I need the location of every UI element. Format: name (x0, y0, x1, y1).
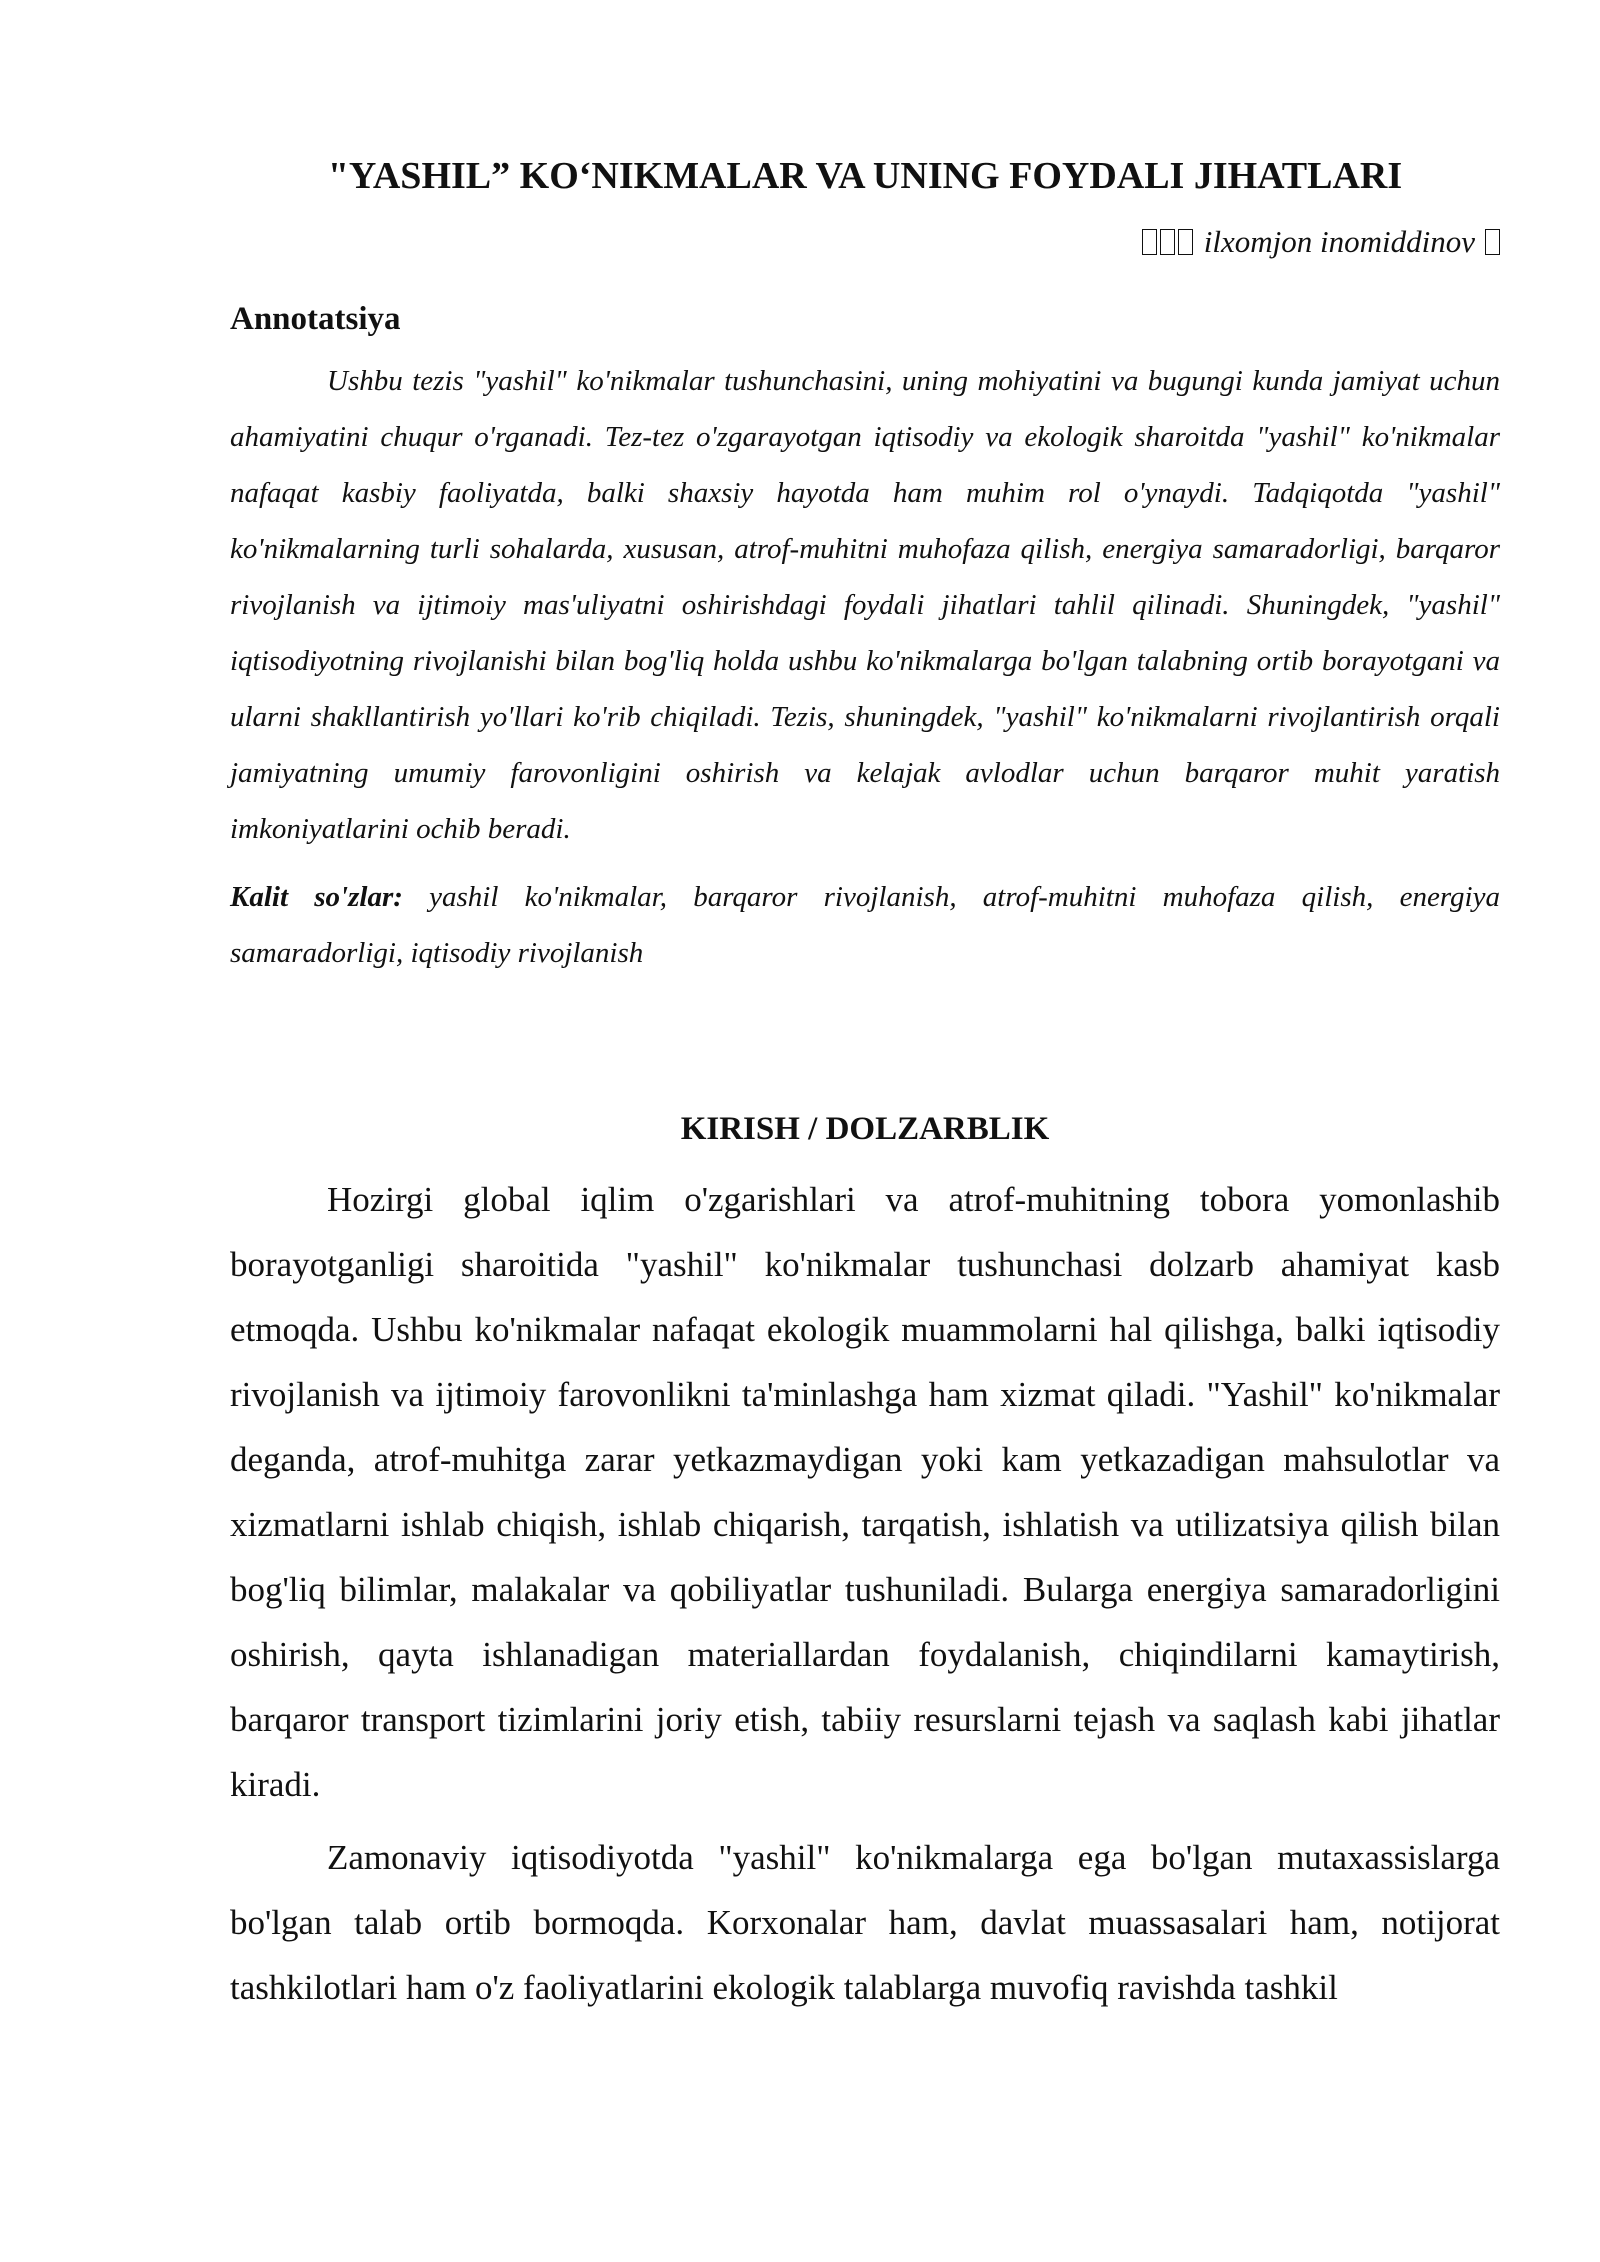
keywords (230, 869, 1500, 981)
author-line (230, 222, 1500, 262)
missing-glyph-icons (1142, 224, 1196, 259)
intro-heading: KIRISH / DOLZARBLIK (680, 1111, 1050, 1147)
body-paragraph: Hozirgi global iqlim o'zgarishlari va atrof-muhitning tobora yomonlashib borayotganligi sharoitida "yashil" ko'nikmalar tushunchasi dolzarb ahamiyat kasb etmoqda. Ushbu ko'nikmalar nafaqat ekologik muammolarni hal qilishga, balki iqtisodiy rivojlanish va ijtimoiy farovonlikni ta'minlashga ham xizmat qiladi. "Yashil" ko'nikmalar deganda, atrof-muhitga zarar yetkazmaydigan yoki kam yetkazadigan mahsulotlar va xizmatlarni ishlab chiqish, ishlab chiqarish, tarqatish, ishlatish va utilizatsiya qilish bilan bog'liq bilimlar, malakalar va qobiliyatlar tushuniladi. Bularga energiya samaradorligini oshirish, qayta ishlanadigan materiallardan foydalanish, chiqindilarni kamaytirish, barqaror transport tizimlarini joriy etish, tabiiy resurslarni tejash va saqlash kabi jihatlar kiradi. (230, 1180, 1500, 1804)
abstract-heading: Annotatsiya (230, 301, 401, 337)
missing-glyph-icon (1142, 229, 1157, 255)
missing-glyph-icon (1160, 229, 1175, 255)
keywords-label: Kalit so'zlar: (230, 881, 403, 913)
missing-glyph-icon (1485, 229, 1500, 255)
abstract-text: Ushbu tezis "yashil" ko'nikmalar tushunchasini, uning mohiyatini va bugungi kunda jamiyat uchun ahamiyatini chuqur o'rganadi. Tez-tez o'zgarayotgan iqtisodiy va ekologik sharoitda "yashil" ko'nikmalar nafaqat kasbiy faoliyatda, balki shaxsiy hayotda ham muhim rol o'ynaydi. Tadqiqotda "yashil" ko'nikmalarning turli sohalarda, xususan, atrof-muhitni muhofaza qilish, energiya samaradorligi, barqaror rivojlanish va ijtimoiy mas'uliyatni oshirishdagi foydali jihatlari tahlil qilinadi. Shuningdek, "yashil" iqtisodiyotning rivojlanishi bilan bog'liq holda ushbu ko'nikmalarga bo'lgan talabning ortib borayotgani va ularni shakllantirish yo'llari ko'rib chiqiladi. Tezis, shuningdek, "yashil" ko'nikmalarni rivojlantirish orqali jamiyatning umumiy farovonligini oshirish va kelajak avlodlar uchun barqaror muhit yaratish imkoniyatlarini ochib beradi. (230, 365, 1500, 845)
author-name: ilxomjon inomiddinov (1203, 224, 1475, 259)
document-title: "YASHIL” KO‘NIKMALAR VA UNING FOYDALI JIHATLARI (327, 155, 1403, 197)
missing-glyph-icon (1178, 229, 1193, 255)
keywords-text: yashil ko'nikmalar, barqaror rivojlanish, atrof-muhitni muhofaza qilish, energiya samaradorligi, iqtisodiy rivojlanish (230, 881, 1500, 969)
body-paragraph: Zamonaviy iqtisodiyotda "yashil" ko'nikmalarga ega bo'lgan mutaxassislarga bo'lgan talab ortib bormoqda. Korxonalar ham, davlat muassasalari ham, notijorat tashkilotlari ham o'z faoliyatlarini ekologik talablarga muvofiq ravishda tashkil (230, 1838, 1500, 2007)
